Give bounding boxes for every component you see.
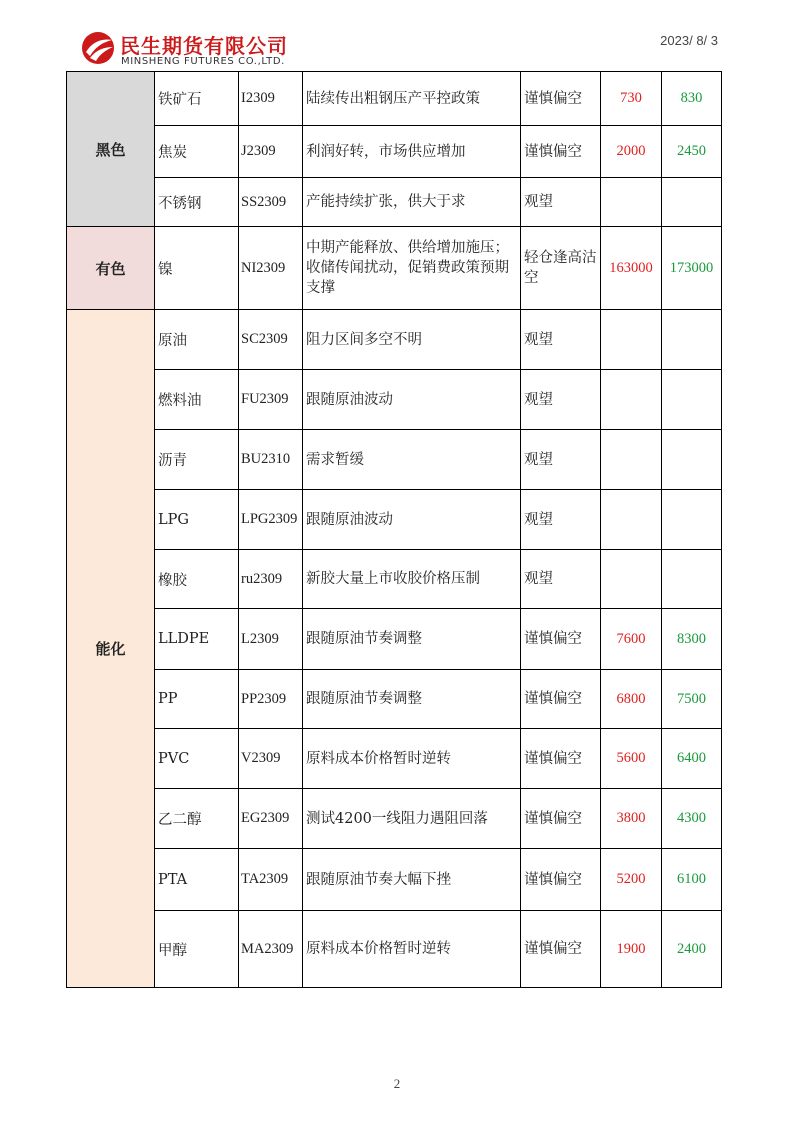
high-price-cell (662, 550, 722, 609)
high-price-cell: 6400 (662, 729, 722, 789)
product-name-cell: 铁矿石 (155, 72, 239, 126)
high-price-cell: 830 (662, 72, 722, 126)
high-price-cell (662, 178, 722, 227)
low-price-cell: 2000 (601, 126, 662, 178)
logic-cell: 新胶大量上市收胶价格压制 (303, 550, 521, 609)
contract-code-cell: NI2309 (239, 227, 303, 310)
high-price-cell: 7500 (662, 670, 722, 729)
table-row (67, 911, 722, 988)
table-row (67, 490, 722, 550)
view-cell: 轻仓逢高沽空 (521, 227, 601, 310)
logic-cell: 利润好转，市场供应增加 (303, 126, 521, 178)
low-price-cell (601, 370, 662, 430)
product-name-cell: PTA (155, 849, 239, 911)
logic-cell: 跟随原油波动 (303, 490, 521, 550)
strategy-table (66, 71, 722, 988)
logic-cell: 原料成本价格暂时逆转 (303, 911, 521, 988)
product-name-cell: 甲醇 (155, 911, 239, 988)
high-price-cell (662, 490, 722, 550)
product-name-cell: 原油 (155, 310, 239, 370)
high-price-cell (662, 310, 722, 370)
product-name-cell: 镍 (155, 227, 239, 310)
high-price-cell: 2450 (662, 126, 722, 178)
logic-cell: 中期产能释放、供给增加施压；收储传闻扰动，促销费政策预期支撑 (303, 227, 521, 310)
category-cell-energy: 能化 (67, 310, 155, 988)
contract-code-cell: PP2309 (239, 670, 303, 729)
table-row (67, 370, 722, 430)
logic-cell: 测试4200一线阻力遇阻回落 (303, 789, 521, 849)
table-row (67, 430, 722, 490)
logic-cell: 跟随原油节奏调整 (303, 670, 521, 729)
product-name-cell: LLDPE (155, 609, 239, 670)
low-price-cell (601, 310, 662, 370)
view-cell: 谨慎偏空 (521, 126, 601, 178)
logic-cell: 产能持续扩张，供大于求 (303, 178, 521, 227)
table-row (67, 609, 722, 670)
contract-code-cell: FU2309 (239, 370, 303, 430)
table-row (67, 227, 722, 310)
view-cell: 谨慎偏空 (521, 849, 601, 911)
low-price-cell: 1900 (601, 911, 662, 988)
product-name-cell: 燃料油 (155, 370, 239, 430)
view-cell: 谨慎偏空 (521, 729, 601, 789)
contract-code-cell: MA2309 (239, 911, 303, 988)
contract-code-cell: L2309 (239, 609, 303, 670)
logic-cell: 跟随原油节奏大幅下挫 (303, 849, 521, 911)
product-name-cell: 乙二醇 (155, 789, 239, 849)
contract-code-cell: J2309 (239, 126, 303, 178)
contract-code-cell: EG2309 (239, 789, 303, 849)
view-cell: 谨慎偏空 (521, 789, 601, 849)
high-price-cell: 8300 (662, 609, 722, 670)
low-price-cell (601, 430, 662, 490)
contract-code-cell: I2309 (239, 72, 303, 126)
product-name-cell: 橡胶 (155, 550, 239, 609)
view-cell: 观望 (521, 550, 601, 609)
low-price-cell: 5200 (601, 849, 662, 911)
table-row (67, 550, 722, 609)
table-row (67, 126, 722, 178)
logic-cell: 阻力区间多空不明 (303, 310, 521, 370)
table-row (67, 670, 722, 729)
contract-code-cell: BU2310 (239, 430, 303, 490)
high-price-cell: 173000 (662, 227, 722, 310)
company-logo-icon (80, 30, 116, 66)
report-date: 2023/ 8/ 3 (660, 33, 718, 48)
page-number: 2 (393, 1076, 401, 1091)
company-name-en: MINSHENG FUTURES CO.,LTD. (121, 56, 285, 67)
view-cell: 观望 (521, 310, 601, 370)
view-cell: 谨慎偏空 (521, 670, 601, 729)
table-row (67, 849, 722, 911)
low-price-cell: 6800 (601, 670, 662, 729)
high-price-cell: 6100 (662, 849, 722, 911)
category-cell-black: 黑色 (67, 72, 155, 227)
contract-code-cell: SC2309 (239, 310, 303, 370)
logic-cell: 跟随原油节奏调整 (303, 609, 521, 670)
logic-cell: 需求暂缓 (303, 430, 521, 490)
view-cell: 观望 (521, 490, 601, 550)
table-row (67, 72, 722, 126)
contract-code-cell: SS2309 (239, 178, 303, 227)
product-name-cell: 沥青 (155, 430, 239, 490)
logic-cell: 陆续传出粗钢压产平控政策 (303, 72, 521, 126)
view-cell: 观望 (521, 370, 601, 430)
product-name-cell: 不锈钢 (155, 178, 239, 227)
view-cell: 观望 (521, 430, 601, 490)
logic-cell: 原料成本价格暂时逆转 (303, 729, 521, 789)
product-name-cell: LPG (155, 490, 239, 550)
table-row (67, 310, 722, 370)
view-cell: 观望 (521, 178, 601, 227)
page-header (0, 0, 794, 72)
category-cell-nonferrous: 有色 (67, 227, 155, 310)
table-row (67, 729, 722, 789)
low-price-cell: 7600 (601, 609, 662, 670)
product-name-cell: PP (155, 670, 239, 729)
contract-code-cell: V2309 (239, 729, 303, 789)
product-name-cell: PVC (155, 729, 239, 789)
low-price-cell (601, 490, 662, 550)
low-price-cell: 5600 (601, 729, 662, 789)
company-name-cn: 民生期货有限公司 (120, 34, 288, 58)
low-price-cell (601, 178, 662, 227)
view-cell: 谨慎偏空 (521, 911, 601, 988)
view-cell: 谨慎偏空 (521, 609, 601, 670)
contract-code-cell: ru2309 (239, 550, 303, 609)
high-price-cell (662, 430, 722, 490)
high-price-cell: 4300 (662, 789, 722, 849)
high-price-cell (662, 370, 722, 430)
table-row (67, 178, 722, 227)
product-name-cell: 焦炭 (155, 126, 239, 178)
table-row (67, 789, 722, 849)
view-cell: 谨慎偏空 (521, 72, 601, 126)
low-price-cell: 730 (601, 72, 662, 126)
contract-code-cell: TA2309 (239, 849, 303, 911)
high-price-cell: 2400 (662, 911, 722, 988)
low-price-cell: 163000 (601, 227, 662, 310)
contract-code-cell: LPG2309 (239, 490, 303, 550)
logic-cell: 跟随原油波动 (303, 370, 521, 430)
low-price-cell: 3800 (601, 789, 662, 849)
low-price-cell (601, 550, 662, 609)
